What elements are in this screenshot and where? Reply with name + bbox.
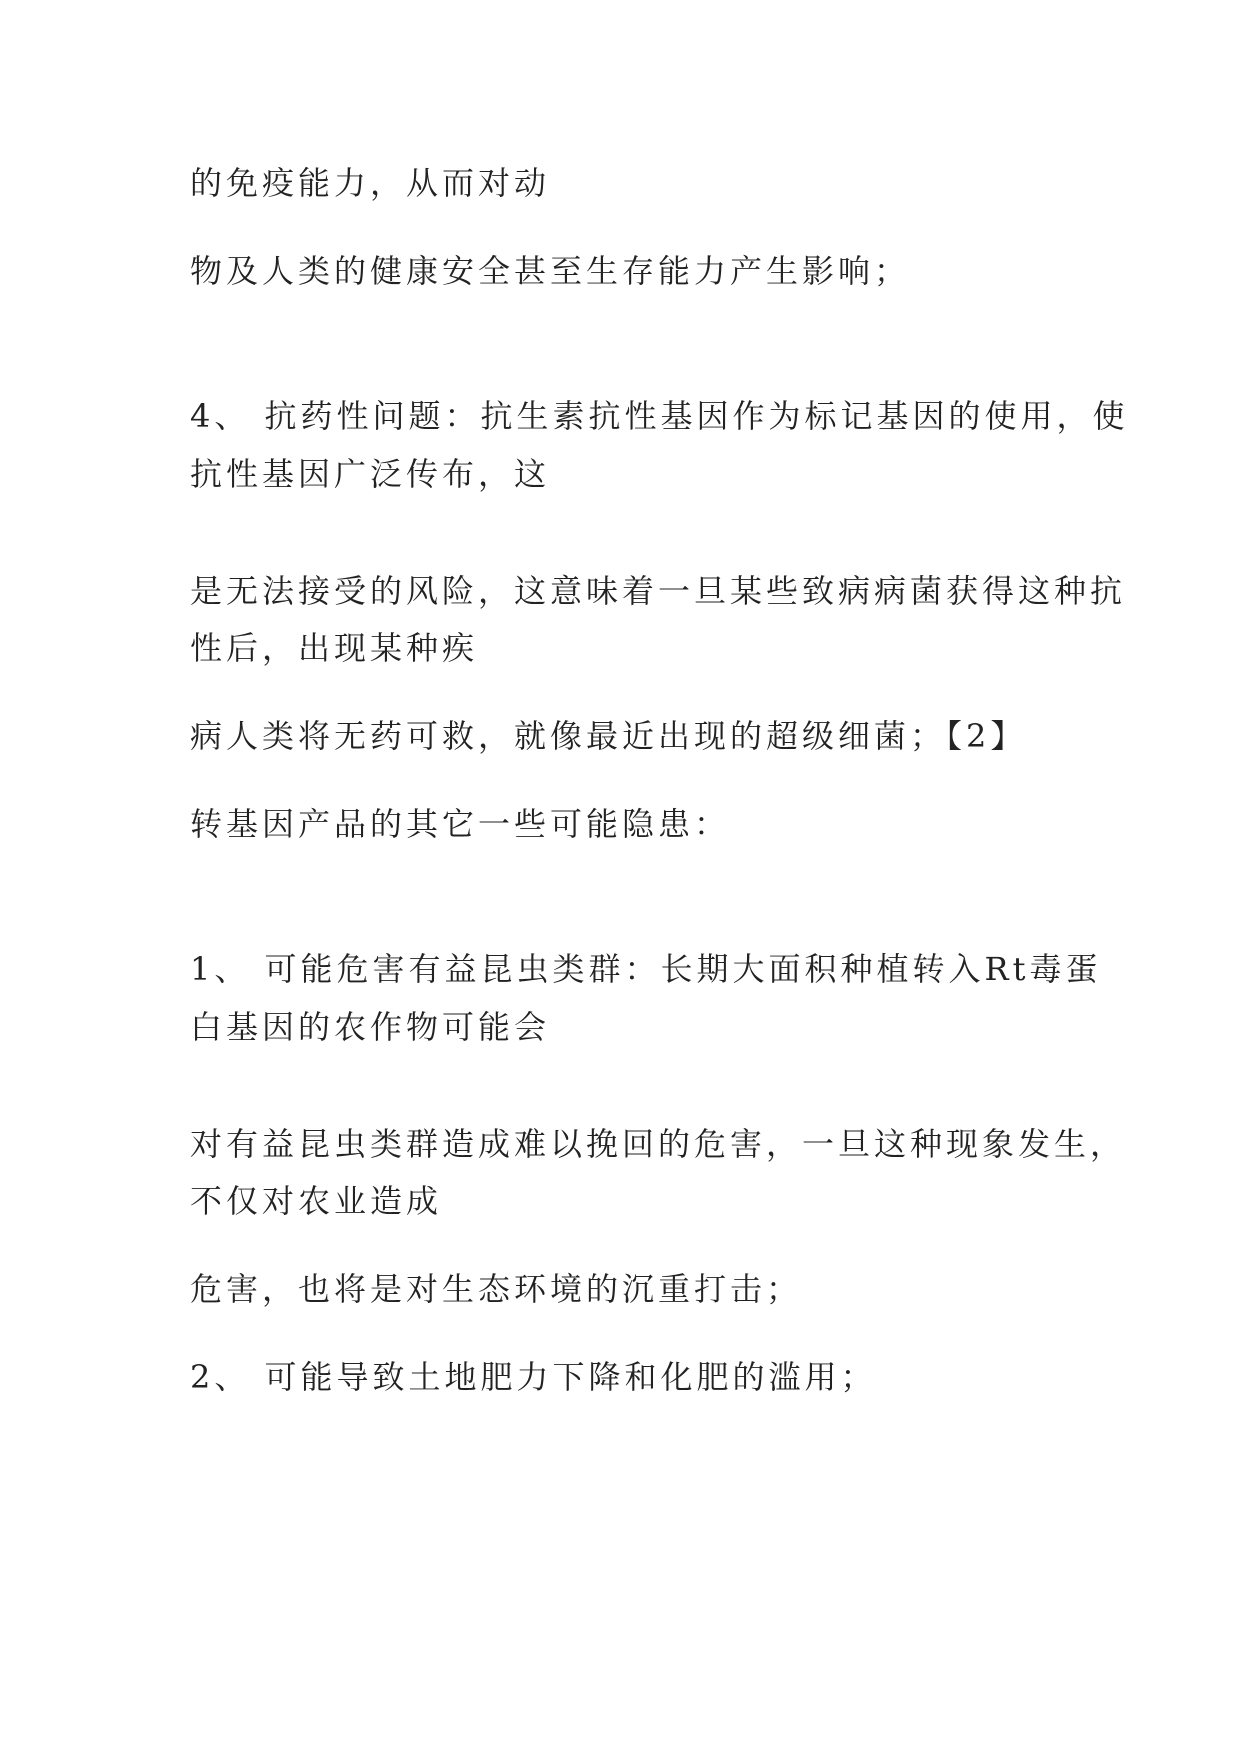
- text-line: 是无法接受的风险，这意味着一旦某些致病病菌获得这种抗: [190, 572, 1127, 610]
- text-line: 抗性基因广泛传布，这: [190, 455, 551, 493]
- text-line: 的免疫能力，从而对动: [190, 164, 551, 202]
- text-line: 2、 可能导致土地肥力下降和化肥的滥用；: [190, 1358, 877, 1396]
- text-line: 1、 可能危害有益昆虫类群：长期大面积种植转入Rt毒蛋: [190, 950, 1102, 988]
- text-line: 物及人类的健康安全甚至生存能力产生影响；: [190, 252, 911, 290]
- text-line: 4、 抗药性问题：抗生素抗性基因作为标记基因的使用，使: [190, 397, 1129, 435]
- text-line: 病人类将无药可救，就像最近出现的超级细菌；【2】: [190, 717, 1027, 755]
- text-line: 白基因的农作物可能会: [190, 1008, 551, 1046]
- text-line: 性后，出现某种疾: [190, 629, 479, 667]
- text-line: 转基因产品的其它一些可能隐患：: [190, 805, 731, 843]
- text-line: 不仅对农业造成: [190, 1182, 443, 1220]
- text-line: 危害，也将是对生态环境的沉重打击；: [190, 1270, 803, 1308]
- text-line: 对有益昆虫类群造成难以挽回的危害，一旦这种现象发生，: [190, 1125, 1127, 1163]
